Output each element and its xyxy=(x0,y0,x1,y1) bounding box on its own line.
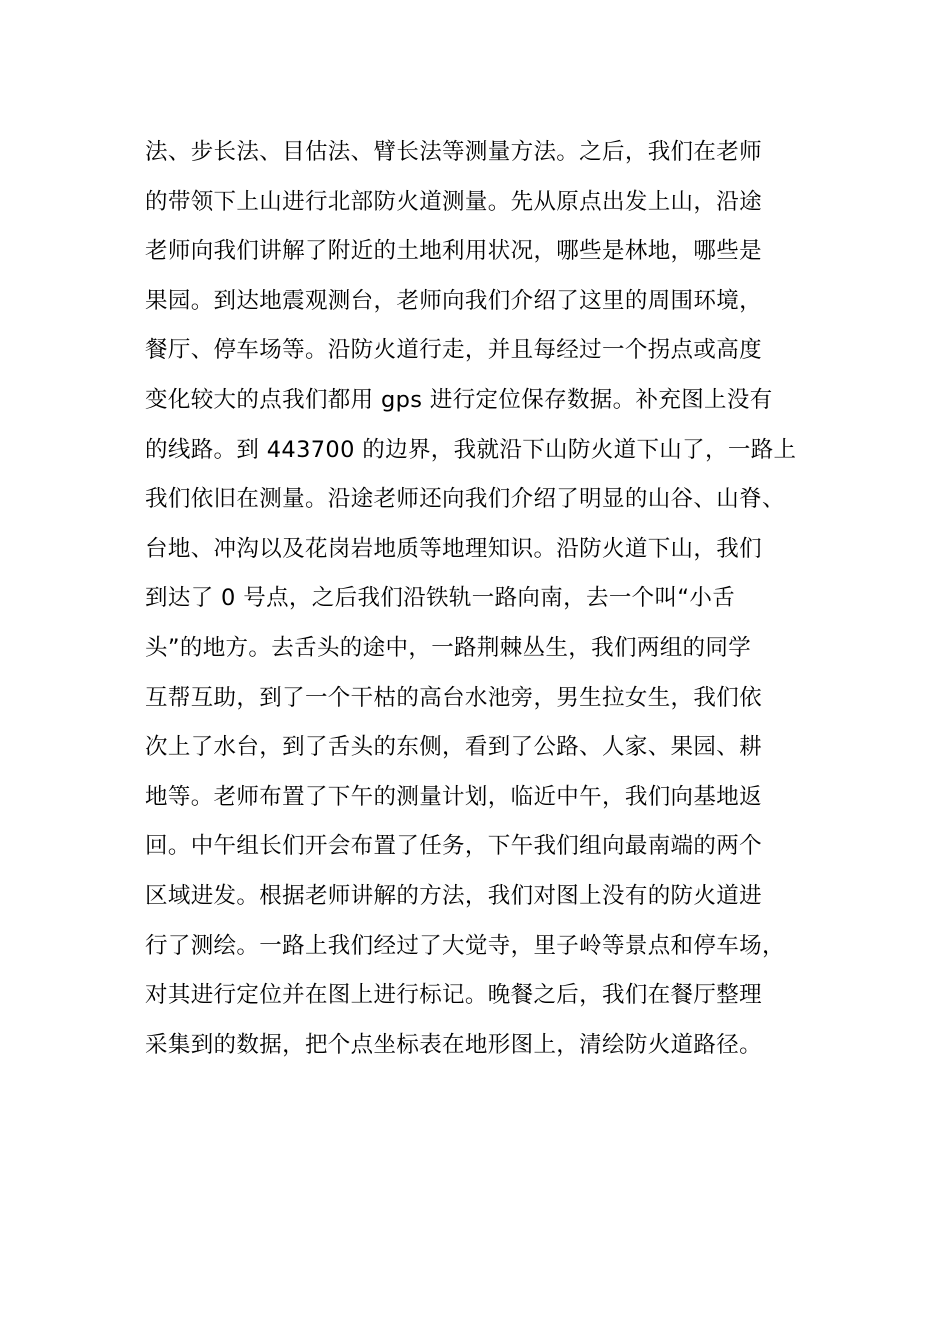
paragraph-line-9: 台地、冲沟以及花岗岩地质等地理知识。沿防火道下山，我们 xyxy=(145,535,762,562)
paragraph-line-6: 变化较大的点我们都用 gps 进行定位保存数据。补充图上没有 xyxy=(145,386,773,413)
paragraph-line-18: 对其进行定位并在图上进行标记。晚餐之后，我们在餐厅整理 xyxy=(145,982,762,1009)
paragraph-line-7: 的线路。到 443700 的边界，我就沿下山防火道下山了，一路上 xyxy=(145,436,797,463)
paragraph-line-19: 采集到的数据，把个点坐标表在地形图上，清绘防火道路径。 xyxy=(145,1031,762,1058)
paragraph-line-2: 的带领下上山进行北部防火道测量。先从原点出发上山，沿途 xyxy=(145,188,762,215)
paragraph-line-13: 次上了水台，到了舌头的东侧，看到了公路、人家、果园、耕 xyxy=(145,734,762,761)
paragraph-line-12: 互帮互助，到了一个干枯的高台水池旁，男生拉女生，我们依 xyxy=(145,684,762,711)
paragraph-line-11: 头”的地方。去舌头的途中，一路荆棘丛生，我们两组的同学 xyxy=(145,634,752,661)
paragraph-line-1: 法、步长法、目估法、臂长法等测量方法。之后，我们在老师 xyxy=(145,139,762,165)
paragraph-line-5: 餐厅、停车场等。沿防火道行走，并且每经过一个拐点或高度 xyxy=(145,337,762,364)
paragraph-line-14: 地等。老师布置了下午的测量计划，临近中午，我们向基地返 xyxy=(145,783,762,810)
paragraph-line-16: 区域进发。根据老师讲解的方法，我们对图上没有的防火道进 xyxy=(145,882,762,909)
paragraph-line-8: 我们依旧在测量。沿途老师还向我们介绍了明显的山谷、山脊、 xyxy=(145,486,785,513)
body-paragraph xyxy=(145,128,835,1070)
paragraph-line-3: 老师向我们讲解了附近的土地利用状况，哪些是林地，哪些是 xyxy=(145,238,762,265)
paragraph-line-10: 到达了 0 号点，之后我们沿铁轨一路向南，去一个叫“小舌 xyxy=(145,585,736,612)
paragraph-line-4: 果园。到达地震观测台，老师向我们介绍了这里的周围环境， xyxy=(145,287,762,314)
paragraph-line-17: 行了测绘。一路上我们经过了大觉寺，里子岭等景点和停车场， xyxy=(145,932,785,959)
paragraph-line-15: 回。中午组长们开会布置了任务，下午我们组向最南端的两个 xyxy=(145,833,762,860)
